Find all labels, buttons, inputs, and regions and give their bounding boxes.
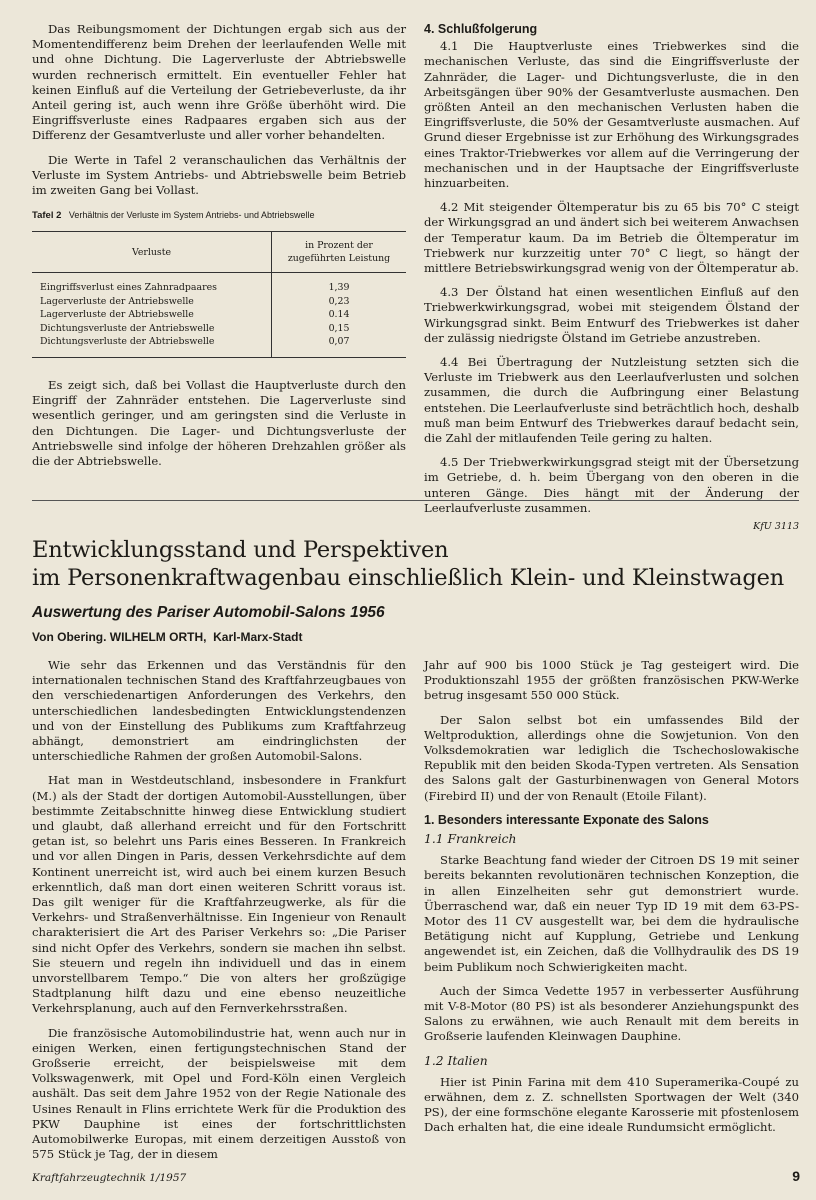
table-caption-text: Verhältnis der Verluste im System Antriebs- und Abtriebswelle [68, 210, 315, 221]
table-cell-label: Lagerverluste der Antriebswelle [40, 295, 194, 307]
table-cell-value: 0,23 [272, 295, 407, 309]
page-number: 9 [792, 1168, 800, 1184]
author-prefix: Von Obering. [32, 630, 107, 644]
top-left-column [32, 22, 406, 478]
table-cell-value: 0,15 [272, 322, 407, 336]
subsection-heading: 1.2 Italien [424, 1053, 488, 1068]
paragraph: 4.3 Der Ölstand hat einen wesentlichen Einfluß auf den Triebwerkwirkungsgrad, wobei mit steigendem Ölstand der Wirkungsgrad sinkt. Beim Entwurf des Triebwerkes ist daher der zulässig niedrigste Ölstand im Getriebe anzustreben. [424, 285, 799, 345]
table-row [32, 308, 406, 322]
paragraph: Der Salon selbst bot ein umfassendes Bild der Weltproduktion, allerdings ohne die Sowjetunion. Von den Volksdemokratien war lediglich die Tschechoslowakische Republik mit den beiden Skoda-Typen vertreten. Als Sensation des Salons galt der Gasturbinenwagen von General Motors (Firebird II) und der von Renault (Etoile Filant). [424, 712, 799, 803]
paragraph: Hier ist Pinin Farina mit dem 410 Superamerika-Coupé zu erwähnen, dem z. Z. schnellsten Sportwagen der Welt (340 PS), der eine formschöne elegante Karosserie mit pfostenlosem Dach erhalten hat, die eine ideale Rundumsicht ermöglicht. [424, 1074, 799, 1135]
paragraph: Starke Beachtung fand wieder der Citroen DS 19 mit seiner bereits bekannten revolutionären technischen Konzeption, die in allen Einzelheiten sehr gut demonstriert wurde. Überraschend war, daß ein neuer Typ ID 19 mit dem 63-PS-Motor des 11 CV ausgestellt war, bei dem die hydraulische Betätigung nicht auf Kupplung, Getriebe und Lenkung angewendet ist, ein Zeichen, daß die Vollhydraulik des DS 19 beim Publikum noch Schwierigkeiten macht. [424, 853, 799, 974]
table-header-row [32, 232, 406, 273]
table-cell-value: 1,39 [272, 273, 407, 295]
table-cell-label: Dichtungsverluste der Antriebswelle [40, 322, 215, 334]
table-header-percent: in Prozent der zugeführten Leistung [272, 232, 407, 273]
table-cell-label: Eingriffsverlust eines Zahnradpaares [40, 282, 217, 294]
table-row [32, 295, 406, 309]
bottom-left-column [32, 658, 406, 1172]
paragraph: Das Reibungsmoment der Dichtungen ergab sich aus der Momentendifferenz beim Drehen der leerlaufenden Welle mit und ohne Dichtung. Die Lagerverluste der Abtriebswelle wurden rechnerisch ermittelt. Ein eventueller Fehler hat keinen Einfluß auf die Verteilung der Getriebeverluste, da ihr Anteil gering ist, auch wenn ihre Größe überhöht wird. Die Eingriffsverluste eines Radpaares ergaben sich aus der Differenz der Gesamtverluste und aller vorher behandelten. [32, 22, 406, 143]
table-cell-value: 0,07 [272, 335, 407, 357]
article-author [32, 630, 812, 644]
paragraph: Die Werte in Tafel 2 veranschaulichen das Verhältnis der Verluste im System Antriebs- und Abtriebswelle beim Betrieb im zweiten Gang bei Vollast. [32, 152, 406, 198]
author-place: Karl-Marx-Stadt [213, 630, 303, 644]
article-heading [32, 536, 812, 644]
paragraph: Die französische Automobilindustrie hat, wenn auch nur in einigen Werken, einen fertigungstechnischen Stand der Großserie erreicht, der beispielsweise mit dem Volkswagenwerk, mit Opel und Ford-Köln einen Vergleich aushält. Das seit dem Jahre 1952 von der Regie Nationale des Usines Renault in Flins errichtete Werk für die Produktion des PKW Dauphine ist eines der fortschrittlichsten Automobilwerke Europas, mit einem derzeitigen Ausstoß von 575 Stück je Tag, der in diesem [32, 1025, 406, 1162]
paragraph: Es zeigt sich, daß bei Vollast die Hauptverluste durch den Eingriff der Zahnräder entstehen. Die Lagerverluste sind wesentlich geringer, und am geringsten sind die Verluste in den Dichtungen. Die Lager- und Dichtungsverluste der Antriebswelle sind infolge der höheren Drehzahlen größer als die der Abtriebswelle. [32, 377, 406, 468]
table-label: Tafel 2 [32, 210, 62, 222]
journal-footer: Kraftfahrzeugtechnik 1/1957 [32, 1172, 187, 1184]
paragraph: Auch der Simca Vedette 1957 in verbesserter Ausführung mit V-8-Motor (80 PS) ist als besonderer Anziehungspunkt des Salons zu erwähnen, wie auch Renault mit dem bereits in Großserie laufenden Kleinwagen Dauphine. [424, 983, 799, 1044]
bottom-right-column [424, 658, 799, 1145]
paragraph: 4.4 Bei Übertragung der Nutzleistung setzten sich die Verluste im Triebwerk aus den Leerlaufverlusten und solchen zusammen, die durch die Aufbringung einer Belastung entstehen. Die Leerlaufverluste sind beträchtlich hoch, deshalb muß man beim Entwurf des Triebwerkes darauf bedacht sein, die Zahl der mitlaufenden Teile gering zu halten. [424, 355, 799, 446]
paragraph: Hat man in Westdeutschland, insbesondere in Frankfurt (M.) als der Stadt der dortigen Automobil-Ausstellungen, über bestimmte Zeitabschnitte hinweg diese Entwicklung studiert und glaubt, daß allerhand erreicht und für den Fortschritt getan ist, so belehrt uns Paris eines Besseren. In Frankreich und vor allen Dingen in Paris, dessen Verkehrsdichte auf dem Kontinent unerreicht ist, wird auch bei einem kurzen Besuch erkenntlich, daß man dort einen weiteren Schritt voraus ist. Das gilt weniger für die Kraftfahrzeugwerke, als für die Verkehrs- und Straßenverhältnisse. Ein Ingenieur von Renault charakterisiert die Art des Pariser Verkehrs so: „Die Pariser sind nicht Opfer des Verkehrs, sondern sie machen ihn selbst. Sie steuern und regeln ihn individuell und das in einem unvorstellbarem Tempo.“ Die von alters her großzügige Stadtplanung hilft dazu und eine ebenso neuzeitliche Verkehrsplanung, auch auf den Fernverkehrsstraßen. [32, 773, 406, 1016]
table-cell-label: Lagerverluste der Abtriebswelle [40, 309, 194, 321]
article-title-line-2: im Personenkraftwagenbau einschließlich Klein- und Kleinstwagen [32, 565, 784, 591]
paragraph: 4.2 Mit steigender Öltemperatur bis zu 65 bis 70° C steigt der Wirkungsgrad an und ändert sich bei weiterem Anwachsen der Temperatur kaum. Da im Betrieb die Öltemperatur im Triebwerk nur kurzzeitig unter 70° C liegt, so hängt der mittlere Betriebswirkungsgrad wenig von der Öltemperatur ab. [424, 200, 799, 276]
paragraph: 4.5 Der Triebwerkwirkungsgrad steigt mit der Übersetzung im Getriebe, d. h. beim Übergang von den oberen in die unteren Gänge. Dies hängt mit der Änderung der Leerlaufverluste zusammen. [424, 455, 799, 515]
table-row [32, 322, 406, 336]
table-row [32, 273, 406, 295]
table-cell-label: Dichtungsverluste der Abtriebswelle [40, 336, 215, 348]
article-title-line-1: Entwicklungsstand und Perspektiven [32, 537, 449, 563]
article-subtitle: Auswertung des Pariser Automobil-Salons 1956 [32, 604, 385, 621]
table-header-losses: Verluste [131, 246, 172, 258]
author-name: WILHELM ORTH, [109, 630, 207, 644]
article-code: KfU 3113 [753, 521, 799, 533]
paragraph: Wie sehr das Erkennen und das Verständnis für den internationalen technischen Stand des Kraftfahrzeugbaues von den verschiedenartigen Anforderungen des Verkehrs, den unterschiedlichen landesbedingten Entwicklungstendenzen und von der Einstellung des Publikums zum Kraftfahrzeug abhängt, demonstriert am eindringlichsten der unterschiedliche Rahmen der großen Automobil-Salons. [32, 658, 406, 764]
top-right-column [424, 22, 799, 534]
loss-table [32, 231, 406, 358]
section-divider [32, 500, 799, 501]
paragraph: Jahr auf 900 bis 1000 Stück je Tag gesteigert wird. Die Produktionszahl 1955 der größten französischen PKW-Werke betrug insgesamt 550 000 Stück. [424, 658, 799, 703]
paragraph: 4.1 Die Hauptverluste eines Triebwerkes sind die mechanischen Verluste, das sind die Eingriffsverluste der Zahnräder, die Lager- und Dichtungsverluste, die in den Arbeitsgängen über 90% der Gesamtverluste ausmachen. Den größten Anteil an den mechanischen Verlusten haben die Eingriffsverluste, die 50% der Gesamtverluste ausmachen. Auf Grund dieser Ergebnisse ist zur Erhöhung des Wirkungsgrades eines Traktor-Triebwerkes vor allem auf die Verringerung der mechanischen und in der Hauptsache der Eingriffsverluste hinzuarbeiten. [424, 39, 799, 191]
subsection-heading: 1.1 Frankreich [424, 832, 517, 847]
table-row [32, 335, 406, 357]
table-cell-value: 0.14 [272, 308, 407, 322]
section-heading: 1. Besonders interessante Exponate des Salons [424, 812, 709, 827]
table-caption [32, 208, 406, 223]
section-heading: 4. Schlußfolgerung [424, 22, 538, 36]
